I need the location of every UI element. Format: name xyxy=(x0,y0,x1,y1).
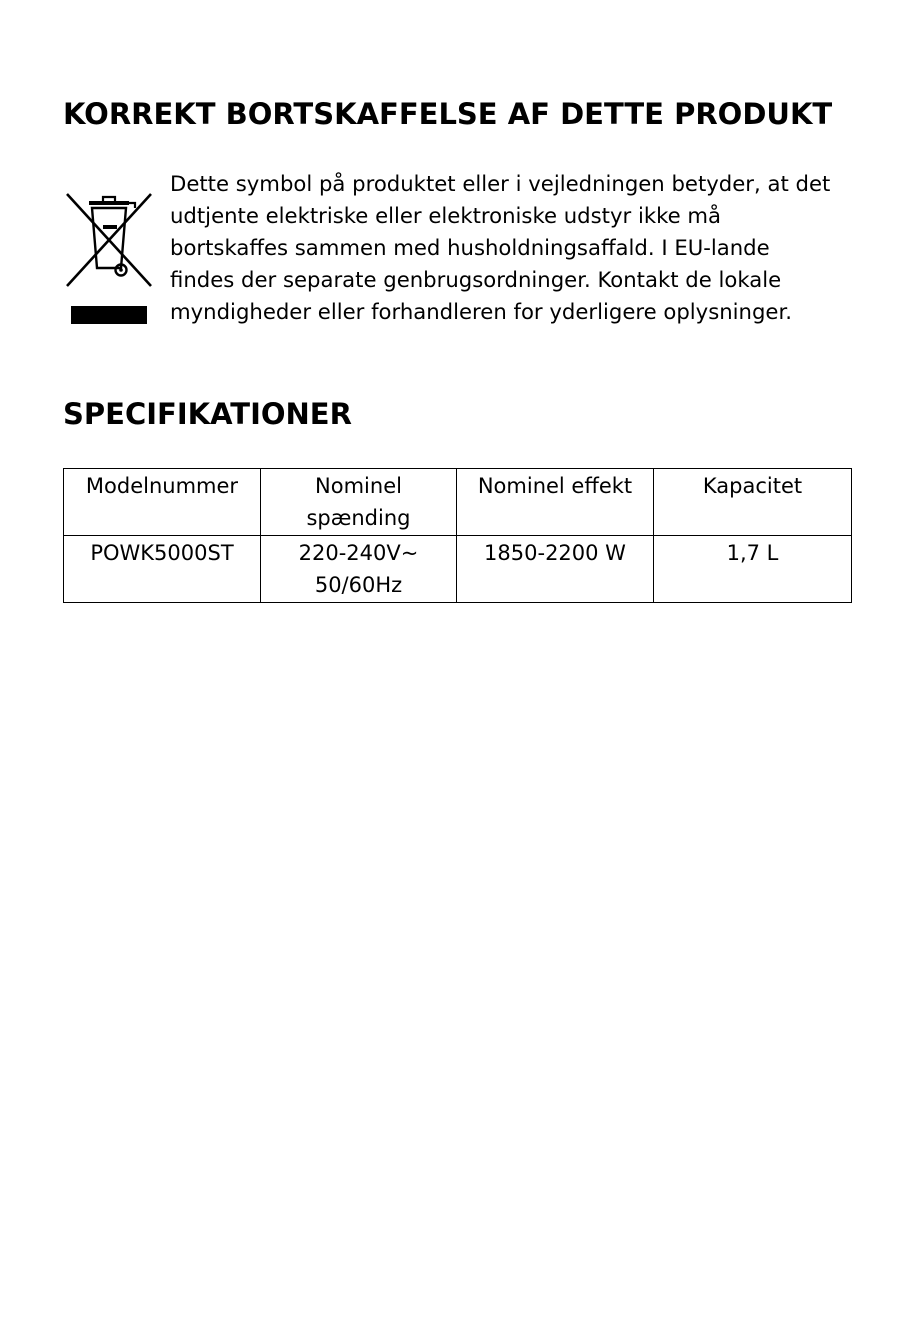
table-cell-capacity: 1,7 L xyxy=(654,536,852,603)
specifications-table xyxy=(63,468,852,603)
table-cell-voltage: 220-240V~ 50/60Hz xyxy=(261,536,457,603)
table-cell-power: 1850-2200 W xyxy=(457,536,654,603)
disposal-line: Dette symbol på produktet eller i vejledningen betyder, at det xyxy=(170,171,831,196)
table-cell-model: POWK5000ST xyxy=(64,536,261,603)
specifications-heading: SPECIFIKATIONER xyxy=(63,397,352,431)
disposal-line: myndigheder eller forhandleren for yderligere oplysninger. xyxy=(170,299,792,324)
table-header-cell: Kapacitet xyxy=(654,469,852,536)
table-header-cell: Modelnummer xyxy=(64,469,261,536)
disposal-section xyxy=(63,168,853,338)
disposal-description xyxy=(170,168,860,328)
crossed-out-wheelie-bin-icon xyxy=(63,190,155,330)
disposal-line: findes der separate genbrugsordninger. Kontakt de lokale xyxy=(170,267,782,292)
disposal-line: udtjente elektriske eller elektroniske udstyr ikke må xyxy=(170,203,722,228)
table-header-cell: Nominel effekt xyxy=(457,469,654,536)
table-row xyxy=(64,536,852,603)
table-header-row xyxy=(64,469,852,536)
disposal-line: bortskaffes sammen med husholdningsaffald. I EU-lande xyxy=(170,235,770,260)
table-header-cell: Nominel spænding xyxy=(261,469,457,536)
disposal-heading: KORREKT BORTSKAFFELSE AF DETTE PRODUKT xyxy=(63,97,833,131)
